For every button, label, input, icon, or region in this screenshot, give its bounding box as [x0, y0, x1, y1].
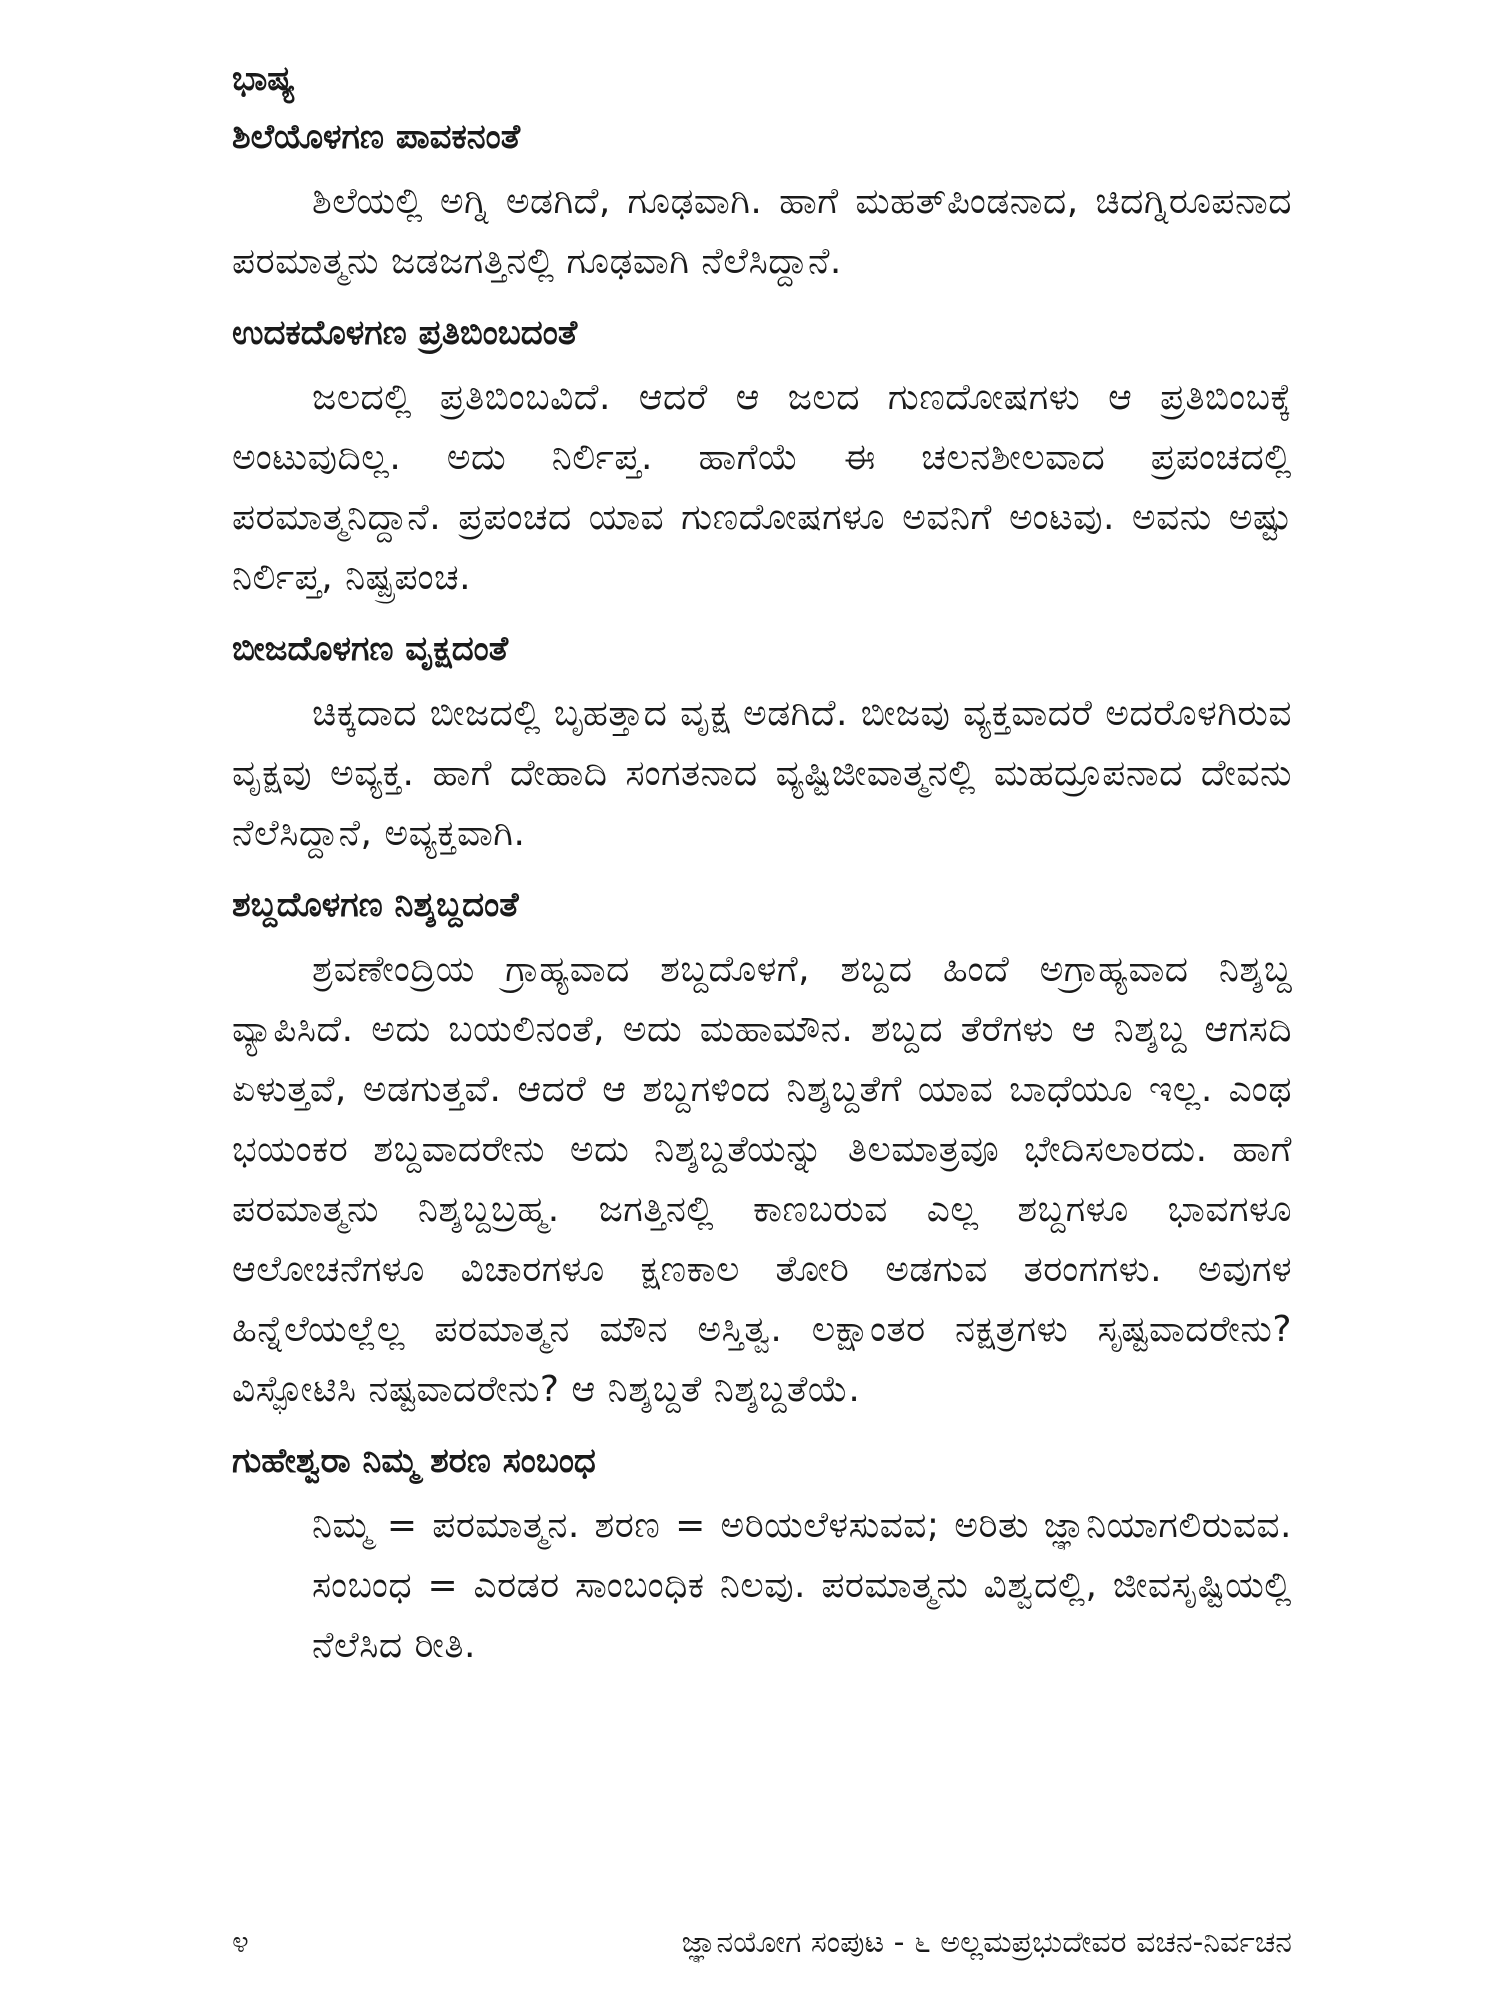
running-footer-title: ಜ್ಞಾನಯೋಗ ಸಂಪುಟ - ೬ ಅಲ್ಲಮಪ್ರಭುದೇವರ ವಚನ-ನಿರ್ವಚನ: [681, 1925, 1292, 1960]
section-1: [232, 110, 1292, 292]
section-paragraph: ನಿಮ್ಮ = ಪರಮಾತ್ಮನ. ಶರಣ = ಅರಿಯಲೆಳಸುವವ; ಅರಿತು ಜ್ಞಾನಿಯಾಗಲಿರುವವ. ಸಂಬಂಧ = ಎರಡರ ಸಾಂಬಂಧಿಕ ನಿಲವು. ಪರಮಾತ್ಮನು ವಿಶ್ವದಲ್ಲಿ, ಜೀವಸೃಷ್ಟಿಯಲ್ಲಿ ನೆಲೆಸಿದ ರೀತಿ.: [312, 1505, 1292, 1666]
page-body: [232, 52, 1292, 1690]
section-paragraph: ಜಲದಲ್ಲಿ ಪ್ರತಿಬಿಂಬವಿದೆ. ಆದರೆ ಆ ಜಲದ ಗುಣದೋಷಗಳು ಆ ಪ್ರತಿಬಿಂಬಕ್ಕೆ ಅಂಟುವುದಿಲ್ಲ. ಅದು ನಿರ್ಲಿಪ್ತ. ಹಾಗೆಯೆ ಈ ಚಲನಶೀಲವಾದ ಪ್ರಪಂಚದಲ್ಲಿ ಪರಮಾತ್ಮನಿದ್ದಾನೆ. ಪ್ರಪಂಚದ ಯಾವ ಗುಣದೋಷಗಳೂ ಅವನಿಗೆ ಅಂಟವು. ಅವನು ಅಷ್ಟು ನಿರ್ಲಿಪ್ತ, ನಿಷ್ಪ್ರಪಂಚ.: [232, 377, 1292, 598]
section-paragraph: ಶ್ರವಣೇಂದ್ರಿಯ ಗ್ರಾಹ್ಯವಾದ ಶಬ್ದದೊಳಗೆ, ಶಬ್ದದ ಹಿಂದೆ ಅಗ್ರಾಹ್ಯವಾದ ನಿಶ್ಶಬ್ದ ವ್ಯಾಪಿಸಿದೆ. ಅದು ಬಯಲಿನಂತೆ, ಅದು ಮಹಾಮೌನ. ಶಬ್ದದ ತೆರೆಗಳು ಆ ನಿಶ್ಶಬ್ದ ಆಗಸದಿ ಏಳುತ್ತವೆ, ಅಡಗುತ್ತವೆ. ಆದರೆ ಆ ಶಬ್ದಗಳಿಂದ ನಿಶ್ಶಬ್ದತೆಗೆ ಯಾವ ಬಾಧೆಯೂ ಇಲ್ಲ. ಎಂಥ ಭಯಂಕರ ಶಬ್ದವಾದರೇನು ಅದು ನಿಶ್ಶಬ್ದತೆಯನ್ನು ತಿಲಮಾತ್ರವೂ ಭೇದಿಸಲಾರದು. ಹಾಗೆ ಪರಮಾತ್ಮನು ನಿಶ್ಶಬ್ದಬ್ರಹ್ಮ. ಜಗತ್ತಿನಲ್ಲಿ ಕಾಣಬರುವ ಎಲ್ಲ ಶಬ್ದಗಳೂ ಭಾವಗಳೂ ಆಲೋಚನೆಗಳೂ ವಿಚಾರಗಳೂ ಕ್ಷಣಕಾಲ ತೋರಿ ಅಡಗುವ ತರಂಗಗಳು. ಅವುಗಳ ಹಿನ್ನೆಲೆಯಲ್ಲೆಲ್ಲ ಪರಮಾತ್ಮನ ಮೌನ ಅಸ್ತಿತ್ವ. ಲಕ್ಷಾಂತರ ನಕ್ಷತ್ರಗಳು ಸೃಷ್ಟವಾದರೇನು? ವಿಸ್ಫೋಟಿಸಿ ನಷ್ಟವಾದರೇನು? ಆ ನಿಶ್ಶಬ್ದತೆ ನಿಶ್ಶಬ್ದತೆಯೆ.: [232, 949, 1292, 1410]
section-paragraph: ಚಿಕ್ಕದಾದ ಬೀಜದಲ್ಲಿ ಬೃಹತ್ತಾದ ವೃಕ್ಷ ಅಡಗಿದೆ. ಬೀಜವು ವ್ಯಕ್ತವಾದರೆ ಅದರೊಳಗಿರುವ ವೃಕ್ಷವು ಅವ್ಯಕ್ತ. ಹಾಗೆ ದೇಹಾದಿ ಸಂಗತನಾದ ವ್ಯಷ್ಟಿಜೀವಾತ್ಮನಲ್ಲಿ ಮಹದ್ರೂಪನಾದ ದೇವನು ನೆಲೆಸಿದ್ದಾನೆ, ಅವ್ಯಕ್ತವಾಗಿ.: [232, 693, 1292, 854]
section-4: [232, 878, 1292, 1420]
section-heading: ಶಬ್ದದೊಳಗಣ ನಿಶ್ಶಬ್ದದಂತೆ: [232, 885, 519, 925]
section-paragraph: ಶಿಲೆಯಲ್ಲಿ ಅಗ್ನಿ ಅಡಗಿದೆ, ಗೂಢವಾಗಿ. ಹಾಗೆ ಮಹತ್‌ಪಿಂಡನಾದ, ಚಿದಗ್ನಿರೂಪನಾದ ಪರಮಾತ್ಮನು ಜಡಜಗತ್ತಿನಲ್ಲಿ ಗೂಢವಾಗಿ ನೆಲೆಸಿದ್ದಾನೆ.: [232, 181, 1292, 282]
page-title: ಭಾಷ್ಯ: [232, 59, 296, 99]
section-heading: ಶಿಲೆಯೊಳಗಣ ಪಾವಕನಂತೆ: [232, 117, 521, 157]
section-heading: ಗುಹೇಶ್ವರಾ ನಿಮ್ಮ ಶರಣ ಸಂಬಂಧ: [232, 1441, 596, 1481]
section-heading: ಉದಕದೊಳಗಣ ಪ್ರತಿಬಿಂಬದಂತೆ: [232, 313, 578, 353]
page-footer: [232, 1918, 1292, 1968]
section-5: [232, 1434, 1292, 1676]
section-3: [232, 622, 1292, 864]
page-number: ೪: [232, 1925, 249, 1960]
section-heading: ಬೀಜದೊಳಗಣ ವೃಕ್ಷದಂತೆ: [232, 629, 509, 669]
section-2: [232, 306, 1292, 608]
